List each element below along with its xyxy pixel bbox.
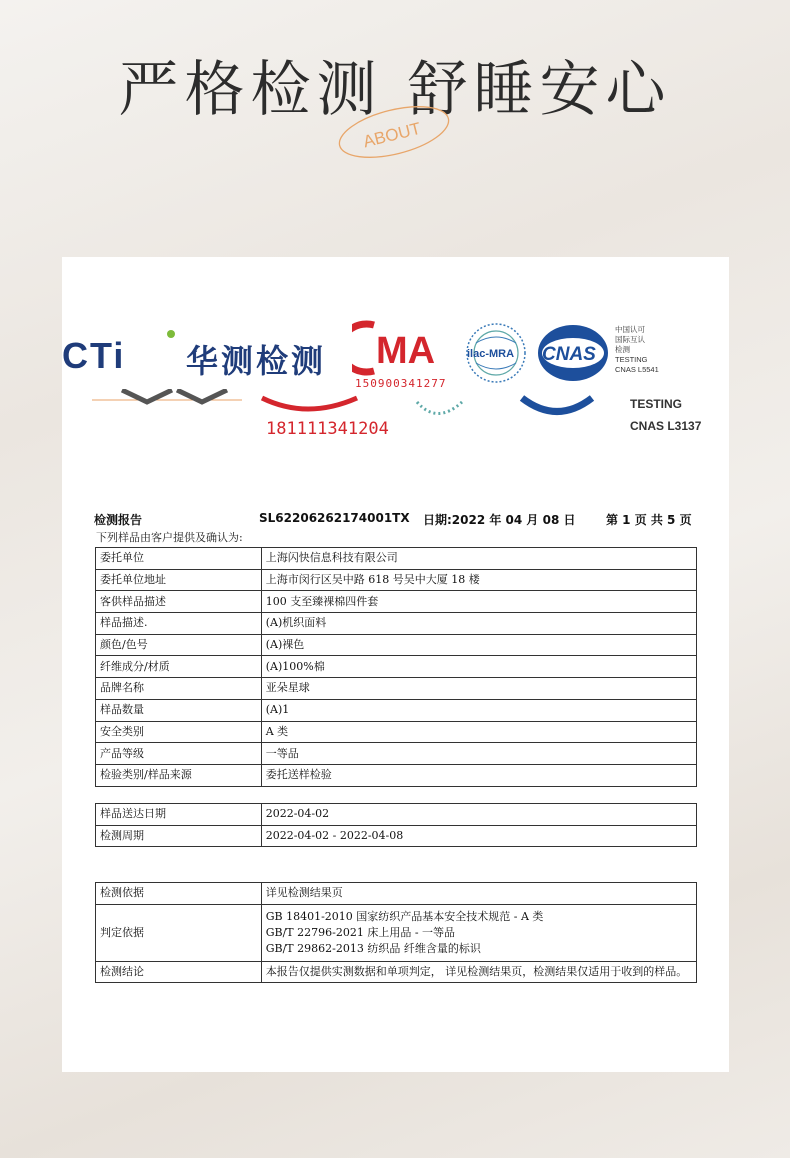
table-row: [96, 656, 697, 678]
row-key: 检测周期: [96, 825, 262, 847]
row-key: 纤维成分/材质: [96, 656, 262, 678]
row-key: 委托单位地址: [96, 569, 262, 591]
row-value: [261, 904, 696, 961]
row-key: 样品数量: [96, 699, 262, 721]
row-key: 检验类别/样品来源: [96, 764, 262, 786]
cnas-side-line: 检测: [615, 345, 630, 354]
table-row: [96, 764, 697, 786]
cnas-text: CNAS: [542, 344, 596, 365]
cnas-side-alt-line: TESTING: [630, 397, 683, 411]
table-row: [96, 591, 697, 613]
report-page: 第 1 页 共 5 页: [606, 513, 692, 527]
about-badge-text: ABOUT: [361, 118, 423, 152]
table-row: [96, 569, 697, 591]
dates-table: [95, 803, 697, 847]
report-subtitle: 下列样品由客户提供及确认为:: [96, 531, 243, 544]
cnas-side-text: [615, 325, 659, 375]
row-value: (A)1: [261, 699, 696, 721]
row-key: 检测结论: [96, 961, 262, 983]
judge-line: GB/T 29862-2013 纺织品 纤维含量的标识: [265, 941, 481, 955]
table-row: [96, 883, 697, 905]
report-title: 检测报告: [94, 513, 143, 527]
row-value: (A)100%棉: [261, 656, 696, 678]
judge-line: GB 18401-2010 国家纺织产品基本安全技术规范 - A 类: [265, 909, 544, 923]
cnas-side-alt-line: CNAS L3137: [630, 419, 702, 433]
ilac-text: ilac-MRA: [467, 348, 515, 360]
row-value: 2022-04-02: [261, 804, 696, 826]
row-key: 品牌名称: [96, 678, 262, 700]
about-badge: [334, 100, 454, 160]
conclusion-table: [95, 882, 697, 983]
report-date: 日期:2022 年 04 月 08 日: [423, 513, 576, 527]
row-key: 颜色/色号: [96, 634, 262, 656]
cnas-side-line: TESTING: [615, 355, 648, 364]
cnas-side-line: CNAS L5541: [615, 365, 659, 374]
cnas-logo-icon: [536, 322, 610, 384]
row-key: 检测依据: [96, 883, 262, 905]
row-key: 产品等级: [96, 743, 262, 765]
cnas-side-line: 中国认可: [615, 325, 645, 334]
row-key: 样品送达日期: [96, 804, 262, 826]
row-key: 客供样品描述: [96, 591, 262, 613]
judge-line: GB/T 22796-2021 床上用品 - 一等品: [265, 925, 456, 939]
cnas-side-line: 国际互认: [615, 335, 645, 344]
row-value: 2022-04-02 - 2022-04-08: [261, 825, 696, 847]
cti-logo: [62, 335, 125, 377]
page-headline: 严格检测 舒睡安心: [118, 55, 672, 125]
cma-mark-text: MA: [376, 330, 436, 372]
table-row: [96, 825, 697, 847]
row-value: 100 支至臻裸棉四件套: [261, 591, 696, 613]
ilac-mra-logo-icon: [464, 321, 528, 385]
cma-number: 150900341277: [355, 377, 447, 390]
cma-number-alt: 181111341204: [266, 419, 389, 439]
cti-logo-text: CTi: [62, 335, 126, 376]
cnas-side-alt: [630, 393, 701, 437]
table-row: [96, 961, 697, 983]
table-row: [96, 678, 697, 700]
table-row: [96, 634, 697, 656]
row-key: 委托单位: [96, 548, 262, 570]
table-row: [96, 743, 697, 765]
row-value: 详见检测结果页: [261, 883, 696, 905]
table-row: [96, 613, 697, 635]
row-key: 判定依据: [96, 904, 262, 961]
row-value: 一等品: [261, 743, 696, 765]
row-value: (A)裸色: [261, 634, 696, 656]
cma-logo-icon: [352, 319, 452, 377]
table-row: [96, 699, 697, 721]
cti-dot-icon: [167, 330, 175, 338]
sample-info-table: [95, 547, 697, 787]
row-value: 上海闪快信息科技有限公司: [261, 548, 696, 570]
row-value: 本报告仅提供实测数据和单项判定， 详见检测结果页，检测结果仅适用于收到的样品。: [261, 961, 696, 983]
row-value: A 类: [261, 721, 696, 743]
table-row: [96, 804, 697, 826]
row-value: 亚朵星球: [261, 678, 696, 700]
table-row: [96, 904, 697, 961]
cti-logo-cn: 华测检测: [186, 342, 327, 380]
row-value: (A)机织面料: [261, 613, 696, 635]
row-value: 上海市闵行区吴中路 618 号吴中大厦 18 楼: [261, 569, 696, 591]
report-number: SL62206262174001TX: [259, 511, 410, 525]
table-row: [96, 721, 697, 743]
row-value: 委托送样检验: [261, 764, 696, 786]
row-key: 样品描述.: [96, 613, 262, 635]
row-key: 安全类别: [96, 721, 262, 743]
table-row: [96, 548, 697, 570]
